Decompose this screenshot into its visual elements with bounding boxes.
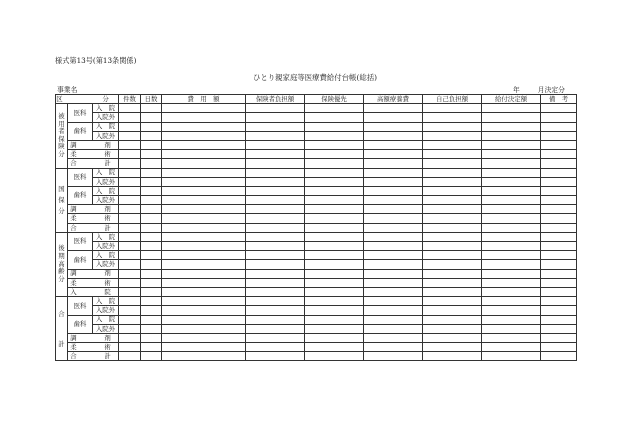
row-outpatient: 入院外 xyxy=(93,306,119,315)
table-row xyxy=(56,287,577,296)
row-dispensing: 調 剤 xyxy=(68,140,119,149)
group-label-national: 国保分 xyxy=(56,168,68,232)
row-outpatient: 入院外 xyxy=(93,131,119,140)
row-total: 合 計 xyxy=(68,352,119,361)
table-row xyxy=(56,352,577,361)
col-insurance-priority: 保険優先 xyxy=(305,95,364,104)
group-label-insured: 被用者保険分 xyxy=(56,104,68,168)
row-total: 合 計 xyxy=(68,159,119,168)
row-dispensing: 調 剤 xyxy=(68,333,119,342)
row-dispensing: 調 剤 xyxy=(68,269,119,278)
row-dental: 歯科 xyxy=(68,186,93,204)
period-label xyxy=(513,84,565,94)
month-label: 月決定分 xyxy=(537,86,565,94)
row-inpatient: 入 院 xyxy=(93,168,119,177)
table-row xyxy=(56,260,577,269)
col-insurer-burden: 保険者負担額 xyxy=(246,95,305,104)
table-row xyxy=(56,131,577,140)
row-dental: 歯科 xyxy=(68,251,93,269)
form-title: ひとり親家庭等医療費給付台帳(総括) xyxy=(252,73,378,82)
table-row xyxy=(56,297,577,306)
table-header-row xyxy=(56,95,577,104)
col-days: 日数 xyxy=(141,95,162,104)
row-outpatient: 入院外 xyxy=(93,177,119,186)
office-label: 事業名 xyxy=(57,86,150,95)
table-row xyxy=(56,177,577,186)
table-row xyxy=(56,186,577,195)
year-label: 年 xyxy=(513,86,520,94)
table-row xyxy=(56,343,577,352)
col-category: 区 分 xyxy=(56,94,118,103)
row-medical: 医科 xyxy=(68,168,93,186)
table-row xyxy=(56,242,577,251)
col-count: 件数 xyxy=(119,95,141,104)
row-total: 合 計 xyxy=(68,223,119,232)
table-row xyxy=(56,140,577,149)
row-outpatient: 入院外 xyxy=(93,324,119,333)
group-label-elderly: 後期高齢分 xyxy=(56,232,68,296)
group-label-grand: 合計 xyxy=(56,297,68,361)
table-row xyxy=(56,196,577,205)
row-outpatient: 入院外 xyxy=(93,196,119,205)
table-row xyxy=(56,251,577,260)
row-medical: 医科 xyxy=(68,104,93,122)
row-inpatient: 入 院 xyxy=(93,232,119,241)
table-row xyxy=(56,223,577,232)
row-outpatient: 入院外 xyxy=(93,113,119,122)
col-remarks: 備 考 xyxy=(541,95,577,104)
row-admission: 入 院 xyxy=(68,287,119,296)
row-inpatient: 入 院 xyxy=(93,297,119,306)
row-inpatient: 入 院 xyxy=(93,186,119,195)
table-row xyxy=(56,205,577,214)
row-medical: 医科 xyxy=(68,232,93,250)
row-dental: 歯科 xyxy=(68,122,93,140)
table-row xyxy=(56,269,577,278)
col-high-cost: 高額療養費 xyxy=(364,95,423,104)
table-row xyxy=(56,122,577,131)
table-row xyxy=(56,315,577,324)
row-inpatient: 入 院 xyxy=(93,251,119,260)
table-row xyxy=(56,333,577,342)
table-row xyxy=(56,150,577,159)
row-inpatient: 入 院 xyxy=(93,104,119,113)
row-medical: 医科 xyxy=(68,297,93,315)
table-row xyxy=(56,214,577,223)
table-row xyxy=(56,168,577,177)
row-inpatient: 入 院 xyxy=(93,315,119,324)
row-judo: 柔 術 xyxy=(68,278,119,287)
table-row xyxy=(56,278,577,287)
table-row xyxy=(56,113,577,122)
table-row xyxy=(56,306,577,315)
form-number: 様式第13号(第13条関係) xyxy=(55,56,137,65)
row-outpatient: 入院外 xyxy=(93,260,119,269)
row-judo: 柔 術 xyxy=(68,214,119,223)
table-row xyxy=(56,324,577,333)
row-dental: 歯科 xyxy=(68,315,93,333)
row-dispensing: 調 剤 xyxy=(68,205,119,214)
table-row xyxy=(56,232,577,241)
row-inpatient: 入 院 xyxy=(93,122,119,131)
row-outpatient: 入院外 xyxy=(93,242,119,251)
col-self-burden: 自己負担額 xyxy=(423,95,482,104)
row-judo: 柔 術 xyxy=(68,343,119,352)
ledger-table xyxy=(55,94,577,361)
row-judo: 柔 術 xyxy=(68,150,119,159)
col-cost: 費 用 額 xyxy=(162,95,246,104)
col-payment-decision: 給付決定額 xyxy=(482,95,541,104)
table-row xyxy=(56,159,577,168)
table-row xyxy=(56,104,577,113)
